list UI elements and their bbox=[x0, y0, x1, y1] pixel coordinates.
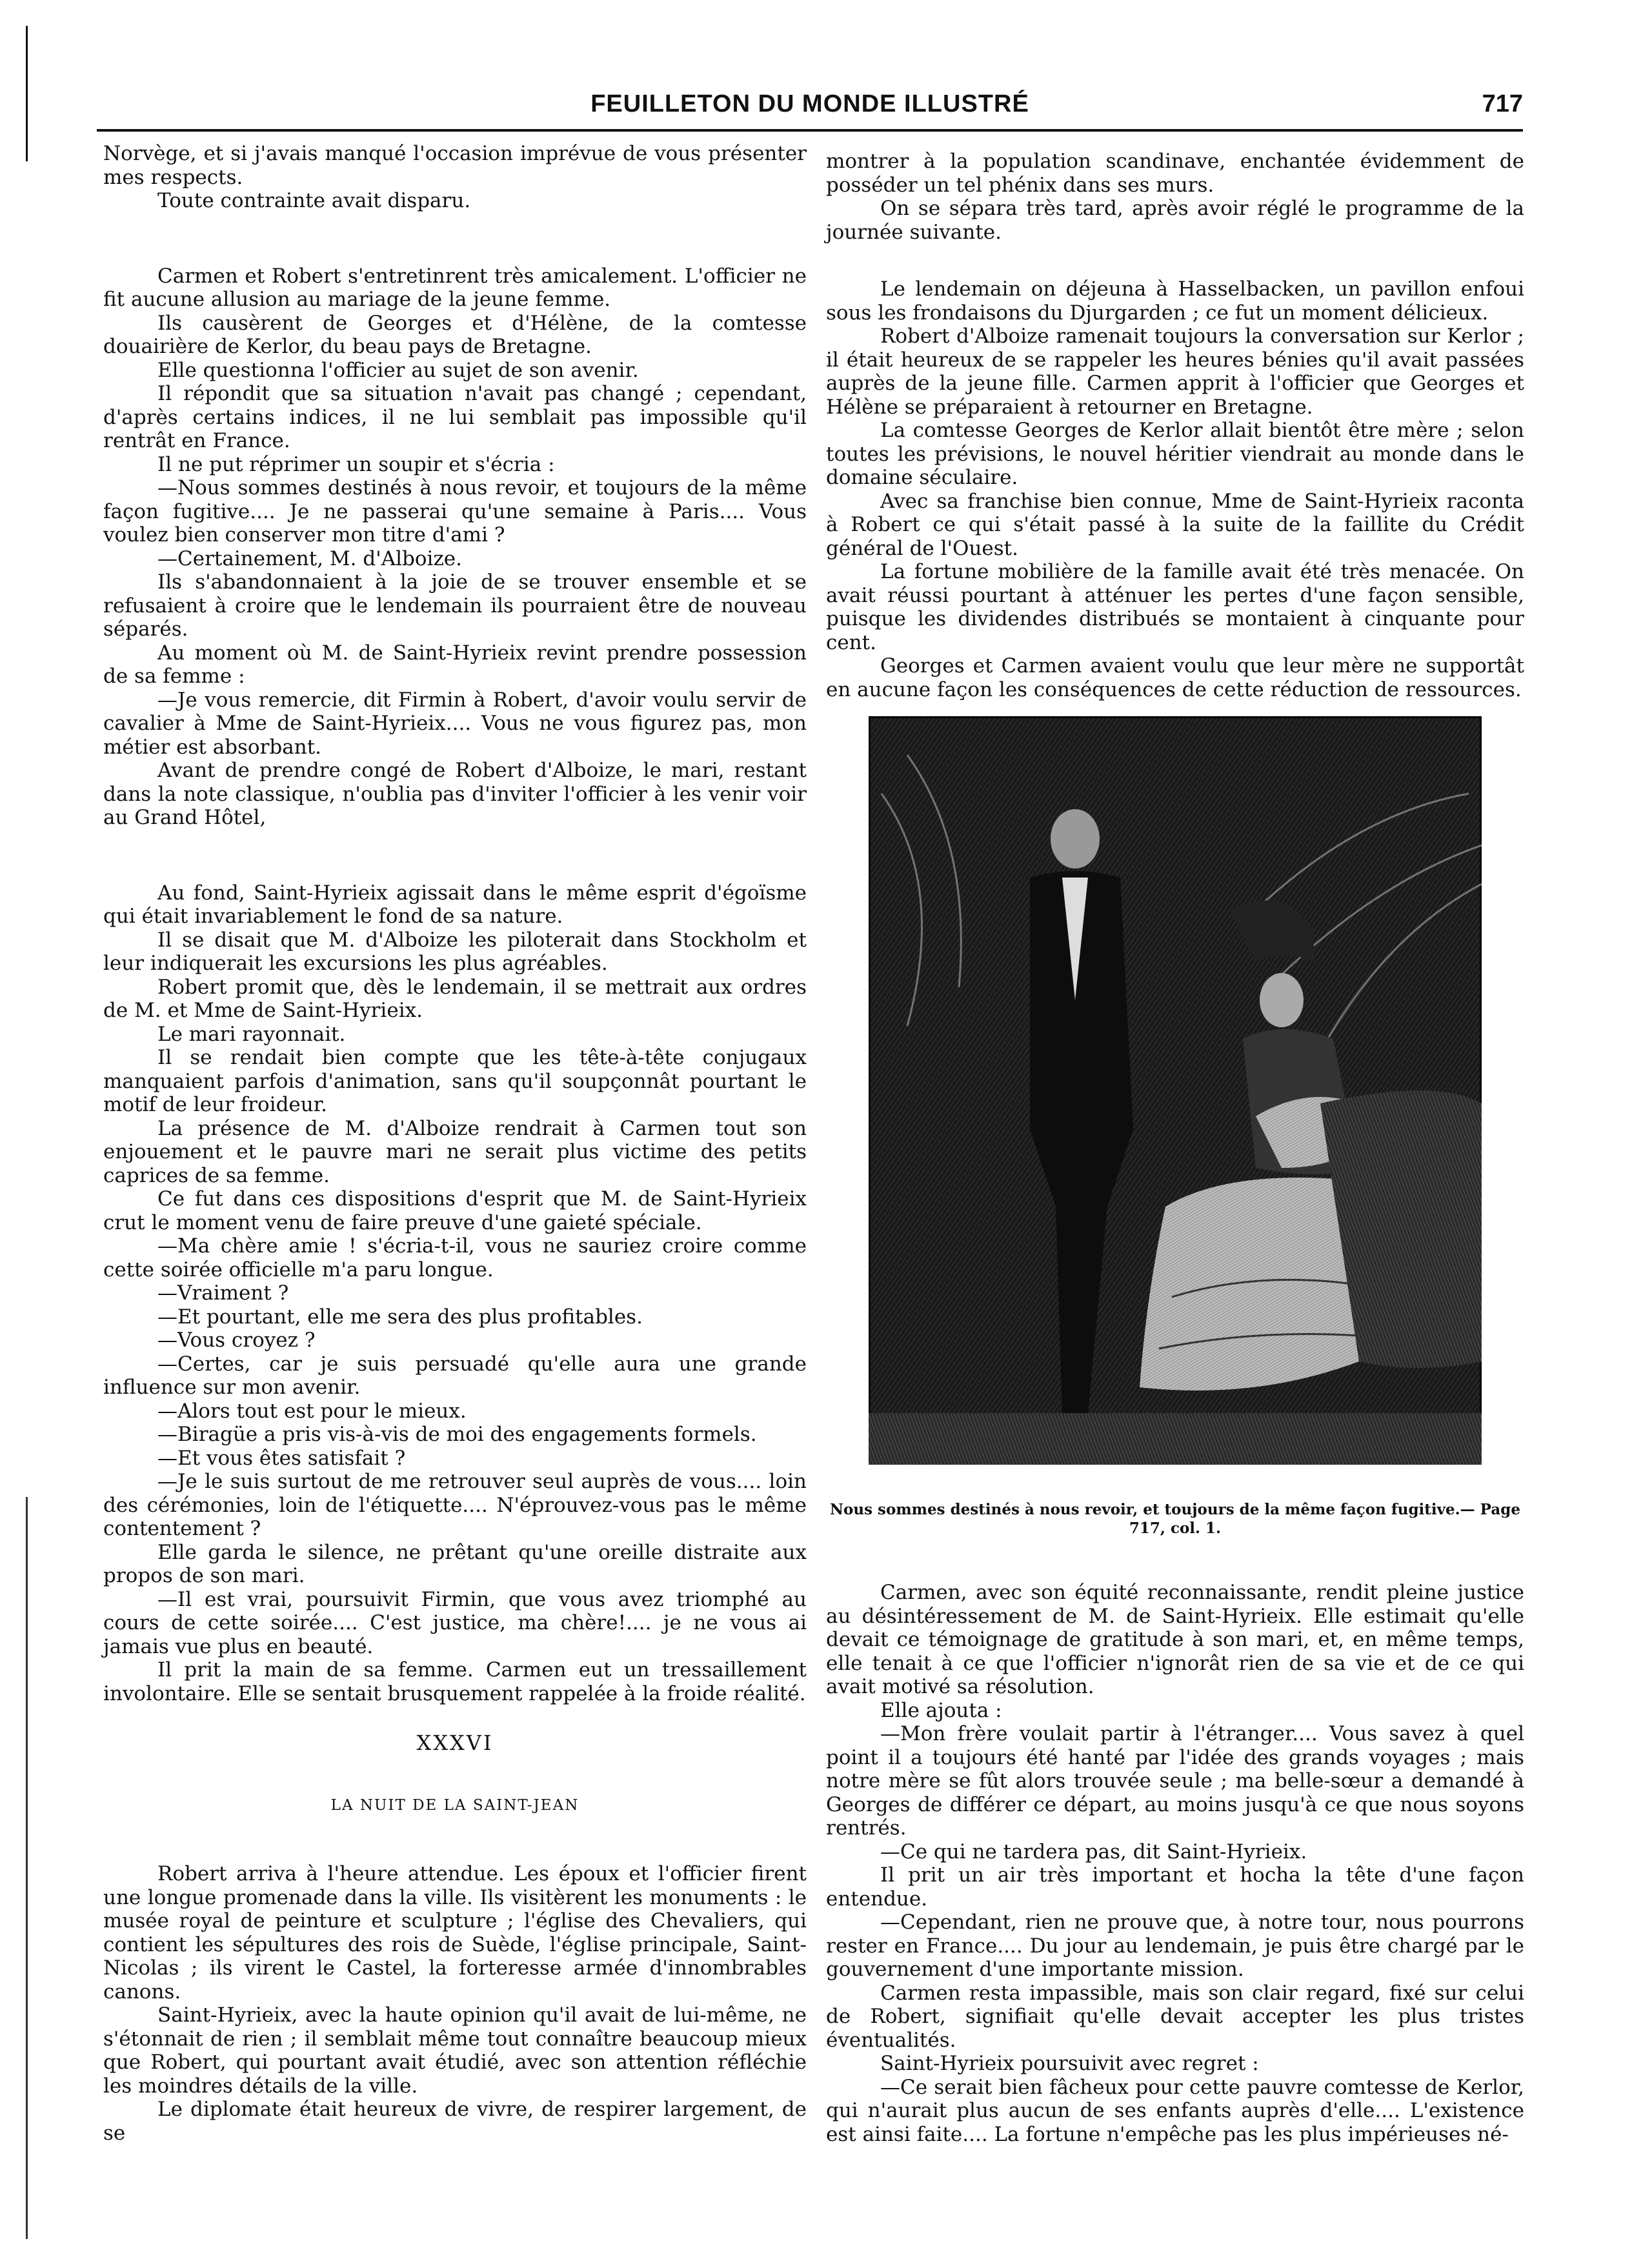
paragraph: Toute contrainte avait disparu. bbox=[157, 189, 471, 212]
paragraph: Norvège, et si j'avais manqué l'occasion imprévue de vous présenter mes respects. bbox=[103, 142, 807, 189]
chapter-number: XXXVI bbox=[416, 1731, 494, 1755]
paragraph: Au moment où M. de Saint-Hyrieix revint prendre possession de sa femme : bbox=[103, 641, 807, 688]
paragraph: Avant de prendre congé de Robert d'Alboize, le mari, restant dans la note classique, n'oublia pas d'inviter l'officier à les venir voir au Grand Hôtel, bbox=[103, 759, 807, 829]
page-number: 717 bbox=[1482, 90, 1523, 117]
paragraph: Le lendemain on déjeuna à Hasselbacken, un pavillon enfoui sous les frondaisons du Djurgarden ; ce fut un moment délicieux. bbox=[826, 277, 1524, 325]
column-left bbox=[103, 142, 807, 2145]
paragraph: Robert arriva à l'heure attendue. Les époux et l'officier firent une longue promenade dans la ville. Ils visitèrent les monuments : le musée royal de peinture et sculpture ; l'église des Chevaliers, qui contient les sépultures des rois de Suède, l'église principale, Saint-Nicolas ; ils virent le Castel, la forteresse armée d'innombrables canons. bbox=[103, 1862, 807, 2003]
paragraph: —Certainement, M. d'Alboize. bbox=[157, 547, 462, 570]
paragraph: Saint-Hyrieix, avec la haute opinion qu'il avait de lui-même, ne s'étonnait de rien ; il semblait même tout connaître beaucoup mieux que Robert, qui pourtant avait étudié, avec son attention réfléchie les moindres détails de la ville. bbox=[103, 2003, 807, 2098]
paragraph: Ils s'abandonnaient à la joie de se trouver ensemble et se refusaient à croire que le lendemain ils pourraient être de nouveau séparés. bbox=[103, 570, 807, 641]
paragraph: Il prit un air très important et hocha la tête d'une façon entendue. bbox=[826, 1863, 1524, 1911]
paragraph: Ce fut dans ces dispositions d'esprit que M. de Saint-Hyrieix crut le moment venu de faire preuve d'une gaieté spéciale. bbox=[103, 1187, 807, 1234]
paragraph: Saint-Hyrieix poursuivit avec regret : bbox=[880, 2052, 1259, 2075]
engraving-illustration bbox=[869, 716, 1482, 1465]
paragraph: —Et vous êtes satisfait ? bbox=[157, 1446, 406, 1470]
paragraph: Il ne put réprimer un soupir et s'écria : bbox=[157, 452, 555, 476]
paragraph: —Vous croyez ? bbox=[157, 1329, 316, 1352]
column-right-top bbox=[826, 150, 1524, 701]
paragraph: —Biragüe a pris vis-à-vis de moi des engagements formels. bbox=[157, 1423, 757, 1446]
paragraph: —Alors tout est pour le mieux. bbox=[157, 1399, 467, 1423]
paragraph: Carmen et Robert s'entretinrent très amicalement. L'officier ne fit aucune allusion au mariage de la jeune femme. bbox=[103, 264, 807, 311]
paragraph: —Je vous remercie, dit Firmin à Robert, d'avoir voulu servir de cavalier à Mme de Saint-Hyrieix.... Vous ne vous figurez pas, mon métier est absorbant. bbox=[103, 688, 807, 759]
paragraph: Robert promit que, dès le lendemain, il se mettrait aux ordres de M. et Mme de Saint-Hyrieix. bbox=[103, 975, 807, 1022]
left-margin-line bbox=[26, 26, 28, 161]
paragraph: —Mon frère voulait partir à l'étranger.... Vous savez à quel point il a toujours été hanté par l'idée des grands voyages ; mais notre mère se fût alors trouvée seule ; ma belle-sœur a demandé à Georges de différer ce départ, au moins jusqu'à ce que nous soyons rentrés. bbox=[826, 1722, 1524, 1840]
paragraph: montrer à la population scandinave, enchantée évidemment de posséder un tel phénix dans ses murs. bbox=[826, 150, 1524, 197]
paragraph: —Ce qui ne tardera pas, dit Saint-Hyrieix. bbox=[880, 1840, 1307, 1863]
paragraph: Au fond, Saint-Hyrieix agissait dans le même esprit d'égoïsme qui était invariablement le fond de sa nature. bbox=[103, 881, 807, 928]
paragraph: —Nous sommes destinés à nous revoir, et toujours de la même façon fugitive.... Je ne passerai qu'une semaine à Paris.... Vous voulez bien conserver mon titre d'ami ? bbox=[103, 476, 807, 547]
column-right-bottom bbox=[826, 1581, 1524, 2146]
paragraph: —Il est vrai, poursuivit Firmin, que vous avez triomphé au cours de cette soirée.... C'est justice, ma chère!.... je ne vous ai jamais vue plus en beauté. bbox=[103, 1587, 807, 1658]
running-title: FEUILLETON DU MONDE ILLUSTRÉ bbox=[590, 90, 1029, 117]
paragraph: On se sépara très tard, après avoir réglé le programme de la journée suivante. bbox=[826, 197, 1524, 244]
paragraph: Elle garda le silence, ne prêtant qu'une oreille distraite aux propos de son mari. bbox=[103, 1540, 807, 1587]
paragraph: —Certes, car je suis persuadé qu'elle aura une grande influence sur mon avenir. bbox=[103, 1352, 807, 1399]
paragraph: —Ma chère amie ! s'écria-t-il, vous ne sauriez croire comme cette soirée officielle m'a paru longue. bbox=[103, 1234, 807, 1281]
paragraph: La fortune mobilière de la famille avait été très menacée. On avait réussi pourtant à atténuer les pertes d'une façon sensible, puisque les dividendes distribués se montaient à cinquante pour cent. bbox=[826, 560, 1524, 654]
paragraph: Il prit la main de sa femme. Carmen eut un tressaillement involontaire. Elle se sentait brusquement rappelée à la froide réalité. bbox=[103, 1658, 807, 1705]
paragraph: —Cependant, rien ne prouve que, à notre tour, nous pourrons rester en France.... Du jour au lendemain, je puis être chargé par le gouvernement d'une importante mission. bbox=[826, 1911, 1524, 1981]
paragraph: Le diplomate était heureux de vivre, de respirer largement, de se bbox=[103, 2098, 807, 2145]
paragraph: La présence de M. d'Alboize rendrait à Carmen tout son enjouement et le pauvre mari ne serait plus victime des petits caprices de sa femme. bbox=[103, 1116, 807, 1187]
paragraph: —Vraiment ? bbox=[157, 1281, 289, 1305]
paragraph: Avec sa franchise bien connue, Mme de Saint-Hyrieix raconta à Robert ce qui s'était passé à la suite de la faillite du Crédit général de l'Ouest. bbox=[826, 489, 1524, 560]
paragraph: La comtesse Georges de Kerlor allait bientôt être mère ; selon toutes les prévisions, le nouvel héritier viendrait au monde dans le domaine séculaire. bbox=[826, 419, 1524, 489]
chapter-title: LA NUIT DE LA SAINT-JEAN bbox=[330, 1796, 579, 1814]
left-margin-line bbox=[26, 1497, 28, 2239]
paragraph: Ils causèrent de Georges et d'Hélène, de la comtesse douairière de Kerlor, du beau pays de Bretagne. bbox=[103, 311, 807, 358]
paragraph: Carmen resta impassible, mais son clair regard, fixé sur celui de Robert, signifiait qu'elle devait accepter les plus tristes éventualités. bbox=[826, 1981, 1524, 2052]
paragraph: —Et pourtant, elle me sera des plus profitables. bbox=[157, 1305, 643, 1329]
paragraph: —Ce serait bien fâcheux pour cette pauvre comtesse de Kerlor, qui n'aurait plus aucun de ses enfants auprès d'elle.... L'existence est ainsi faite.... La fortune n'empêche pas les plus impérieuses né- bbox=[826, 2075, 1524, 2146]
paragraph: Il répondit que sa situation n'avait pas changé ; cependant, d'après certains indices, il ne lui semblait pas impossible qu'il rentrât en France. bbox=[103, 382, 807, 452]
header-rule bbox=[97, 129, 1523, 132]
paragraph: Il se disait que M. d'Alboize les piloterait dans Stockholm et leur indiquerait les excursions les plus agréables. bbox=[103, 928, 807, 975]
page-header bbox=[97, 90, 1523, 129]
paragraph: Georges et Carmen avaient voulu que leur mère ne supportât en aucune façon les conséquences de cette réduction de ressources. bbox=[826, 654, 1524, 701]
paragraph: Robert d'Alboize ramenait toujours la conversation sur Kerlor ; il était heureux de se rappeler les heures bénies qu'il avait passées auprès de la jeune fille. Carmen apprit à l'officier que Georges et Hélène se préparaient à retourner en Bretagne. bbox=[826, 325, 1524, 419]
paragraph: Il se rendait bien compte que les tête-à-tête conjugaux manquaient parfois d'animation, sans qu'il soupçonnât pourtant le motif de leur froideur. bbox=[103, 1046, 807, 1116]
paragraph: Elle questionna l'officier au sujet de son avenir. bbox=[157, 358, 639, 382]
paragraph: —Je le suis surtout de me retrouver seul auprès de vous.... loin des cérémonies, loin de l'étiquette.... N'éprouvez-vous pas le même contentement ? bbox=[103, 1470, 807, 1540]
paragraph: Le mari rayonnait. bbox=[157, 1022, 346, 1046]
illustration-caption: Nous sommes destinés à nous revoir, et toujours de la même façon fugitive.— Page 717, col. 1. bbox=[830, 1501, 1520, 1537]
paragraph: Elle ajouta : bbox=[880, 1698, 1002, 1722]
paragraph: Carmen, avec son équité reconnaissante, rendit pleine justice au désintéressement de M. de Saint-Hyrieix. Elle estimait qu'elle devait ce témoignage de gratitude à son mari, et, en même temps, elle tenait à ce que l'officier n'ignorât rien de sa vie et de ce qui avait motivé sa résolution. bbox=[826, 1581, 1524, 1698]
